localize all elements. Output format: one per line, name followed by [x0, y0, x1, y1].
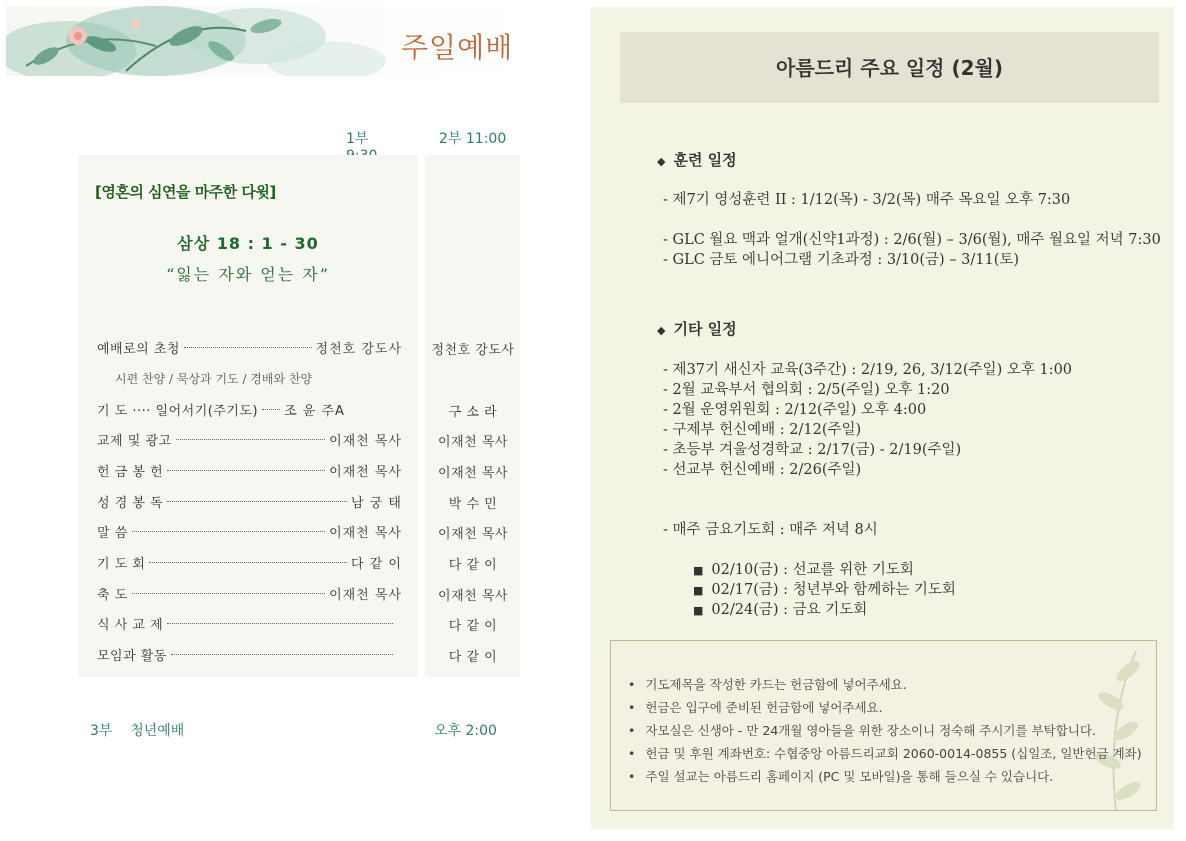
other-section-title — [657, 318, 737, 339]
youth-service-label: 3부 청년예배 — [90, 723, 185, 739]
program-row — [97, 399, 402, 419]
training-title-text: 훈련 일정 — [673, 151, 737, 169]
prayer-item: ■ 02/17(금) : 청년부와 함께하는 기도회 — [693, 582, 956, 598]
schedule-item: - 제7기 영성훈련 II : 1/12(목) - 3/2(목) 매주 목요일 오후 7:30 — [663, 192, 1071, 208]
schedule-item: - GLC 월요 맥과 얼개(신약1과정) : 2/6(월) – 3/6(월), 매주 월요일 저녁 7:30 — [663, 232, 1161, 248]
left-page — [0, 0, 560, 841]
program-leader-second: 정천호 강도사 — [431, 343, 515, 358]
program-row — [97, 521, 402, 541]
program-leader-second: 구 소 라 — [448, 405, 498, 420]
program-leader-second: 이재천 목사 — [438, 435, 508, 450]
program-leader-first: 이재천 목사 — [329, 587, 402, 603]
program-leader-second: 이재천 목사 — [438, 466, 508, 481]
program-label: 성 경 봉 독 — [97, 495, 164, 511]
diamond-bullet-icon: ◆ — [657, 324, 666, 337]
worship-note: 시편 찬양 / 묵상과 기도 / 경배와 찬양 — [115, 372, 313, 386]
program-label: 기 도 회 — [97, 556, 146, 572]
program-label: 교제 및 광고 — [97, 433, 172, 449]
program-leader-first: 정천호 강도사 — [315, 341, 402, 357]
banner — [6, 6, 526, 76]
schedule-title: 아름드리 주요 일정 (2월) — [776, 56, 1003, 80]
program-label: 예배로의 초청 — [97, 341, 180, 357]
service-time-2: 2부 11:00 — [439, 131, 507, 147]
prayer-meeting-title: - 매주 금요기도회 : 매주 저녁 8시 — [663, 522, 878, 538]
schedule-item: - 초등부 겨울성경학교 : 2/17(금) - 2/19(주일) — [663, 442, 962, 458]
schedule-item: - GLC 금토 에니어그램 기초과정 : 3/10(금) – 3/11(토) — [663, 252, 1020, 268]
square-bullet-icon: ■ — [693, 584, 704, 597]
program-leader-second: 박 수 민 — [448, 497, 498, 512]
youth-service-time: 오후 2:00 — [434, 723, 497, 739]
training-section-title — [657, 149, 737, 170]
program-leader-second: 다 같 이 — [448, 650, 498, 665]
program-row — [97, 337, 402, 357]
program-leader-first: 이재천 목사 — [329, 464, 402, 480]
program-row — [97, 613, 397, 633]
schedule-item: - 제37기 새신자 교육(3주간) : 2/19, 26, 3/12(주일) 오후 1:00 — [663, 362, 1073, 378]
schedule-item: - 2월 운영위원회 : 2/12(주일) 오후 4:00 — [663, 402, 927, 418]
program-row — [97, 552, 402, 572]
square-bullet-icon: ■ — [693, 564, 704, 577]
program-row — [97, 491, 402, 511]
program-label: 식 사 교 제 — [97, 617, 164, 633]
program-leader-first: 조 윤 주A — [284, 403, 345, 419]
program-label: 모임과 활동 — [97, 648, 167, 664]
program-leader-second: 다 같 이 — [448, 558, 498, 573]
schedule-item: - 구제부 헌신예배 : 2/12(주일) — [663, 422, 862, 438]
notice-item: • 헌금은 입구에 준비된 헌금함에 넣어주세요. — [628, 700, 883, 715]
program-leader-second: 다 같 이 — [448, 619, 498, 634]
program-label: 헌 금 봉 헌 — [97, 464, 164, 480]
square-bullet-icon: ■ — [693, 604, 704, 617]
notice-item: • 헌금 및 후원 계좌번호: 수협중앙 아름드리교회 2060-0014-0855 (십일조, 일반헌금 계좌) — [628, 746, 1142, 761]
scripture-reference: 삼상 18 : 1 - 30 — [177, 234, 319, 253]
program-leader-first: 이재천 목사 — [329, 433, 402, 449]
service-time-1: 1부 — [346, 131, 369, 147]
program-row — [97, 644, 397, 664]
program-row — [97, 583, 402, 603]
program-row — [97, 429, 402, 449]
program-label: 축 도 — [97, 587, 128, 603]
notice-item: • 주일 설교는 아름드리 홈페이지 (PC 및 모바일)을 통해 들으실 수 있습니다. — [628, 769, 1054, 784]
prayer-item: ■ 02/24(금) : 금요 기도회 — [693, 602, 868, 618]
program-leader-first: 이재천 목사 — [329, 525, 402, 541]
leaf-decoration-image — [6, 6, 406, 76]
notice-item: • 기도제목을 작성한 카드는 헌금함에 넣어주세요. — [628, 677, 907, 692]
diamond-bullet-icon: ◆ — [657, 155, 666, 168]
prayer-item: ■ 02/10(금) : 선교를 위한 기도회 — [693, 562, 914, 578]
other-title-text: 기타 일정 — [673, 320, 737, 338]
program-leader-first: 다 같 이 — [351, 556, 402, 572]
program-label: 말 씀 — [97, 525, 128, 541]
program-leader-second: 이재천 목사 — [438, 589, 508, 604]
program-leader-second: 이재천 목사 — [438, 527, 508, 542]
program-label: 기 도 ···· 일어서기(주기도) — [97, 403, 259, 419]
program-row — [97, 460, 402, 480]
sermon-subtitle: “잃는 자와 얻는 자” — [166, 265, 330, 284]
schedule-item: - 2월 교육부서 협의회 : 2/5(주일) 오후 1:20 — [663, 382, 950, 398]
sermon-title: [영혼의 심연을 마주한 다윗] — [95, 183, 276, 201]
schedule-item: - 선교부 헌신예배 : 2/26(주일) — [663, 462, 862, 478]
notice-item: • 자모실은 신생아 - 만 24개월 영아들을 위한 장소이니 정숙해 주시기를 부탁합니다. — [628, 723, 1096, 738]
program-leader-first: 남 궁 태 — [351, 495, 402, 511]
banner-title: 주일예배 — [401, 31, 514, 64]
